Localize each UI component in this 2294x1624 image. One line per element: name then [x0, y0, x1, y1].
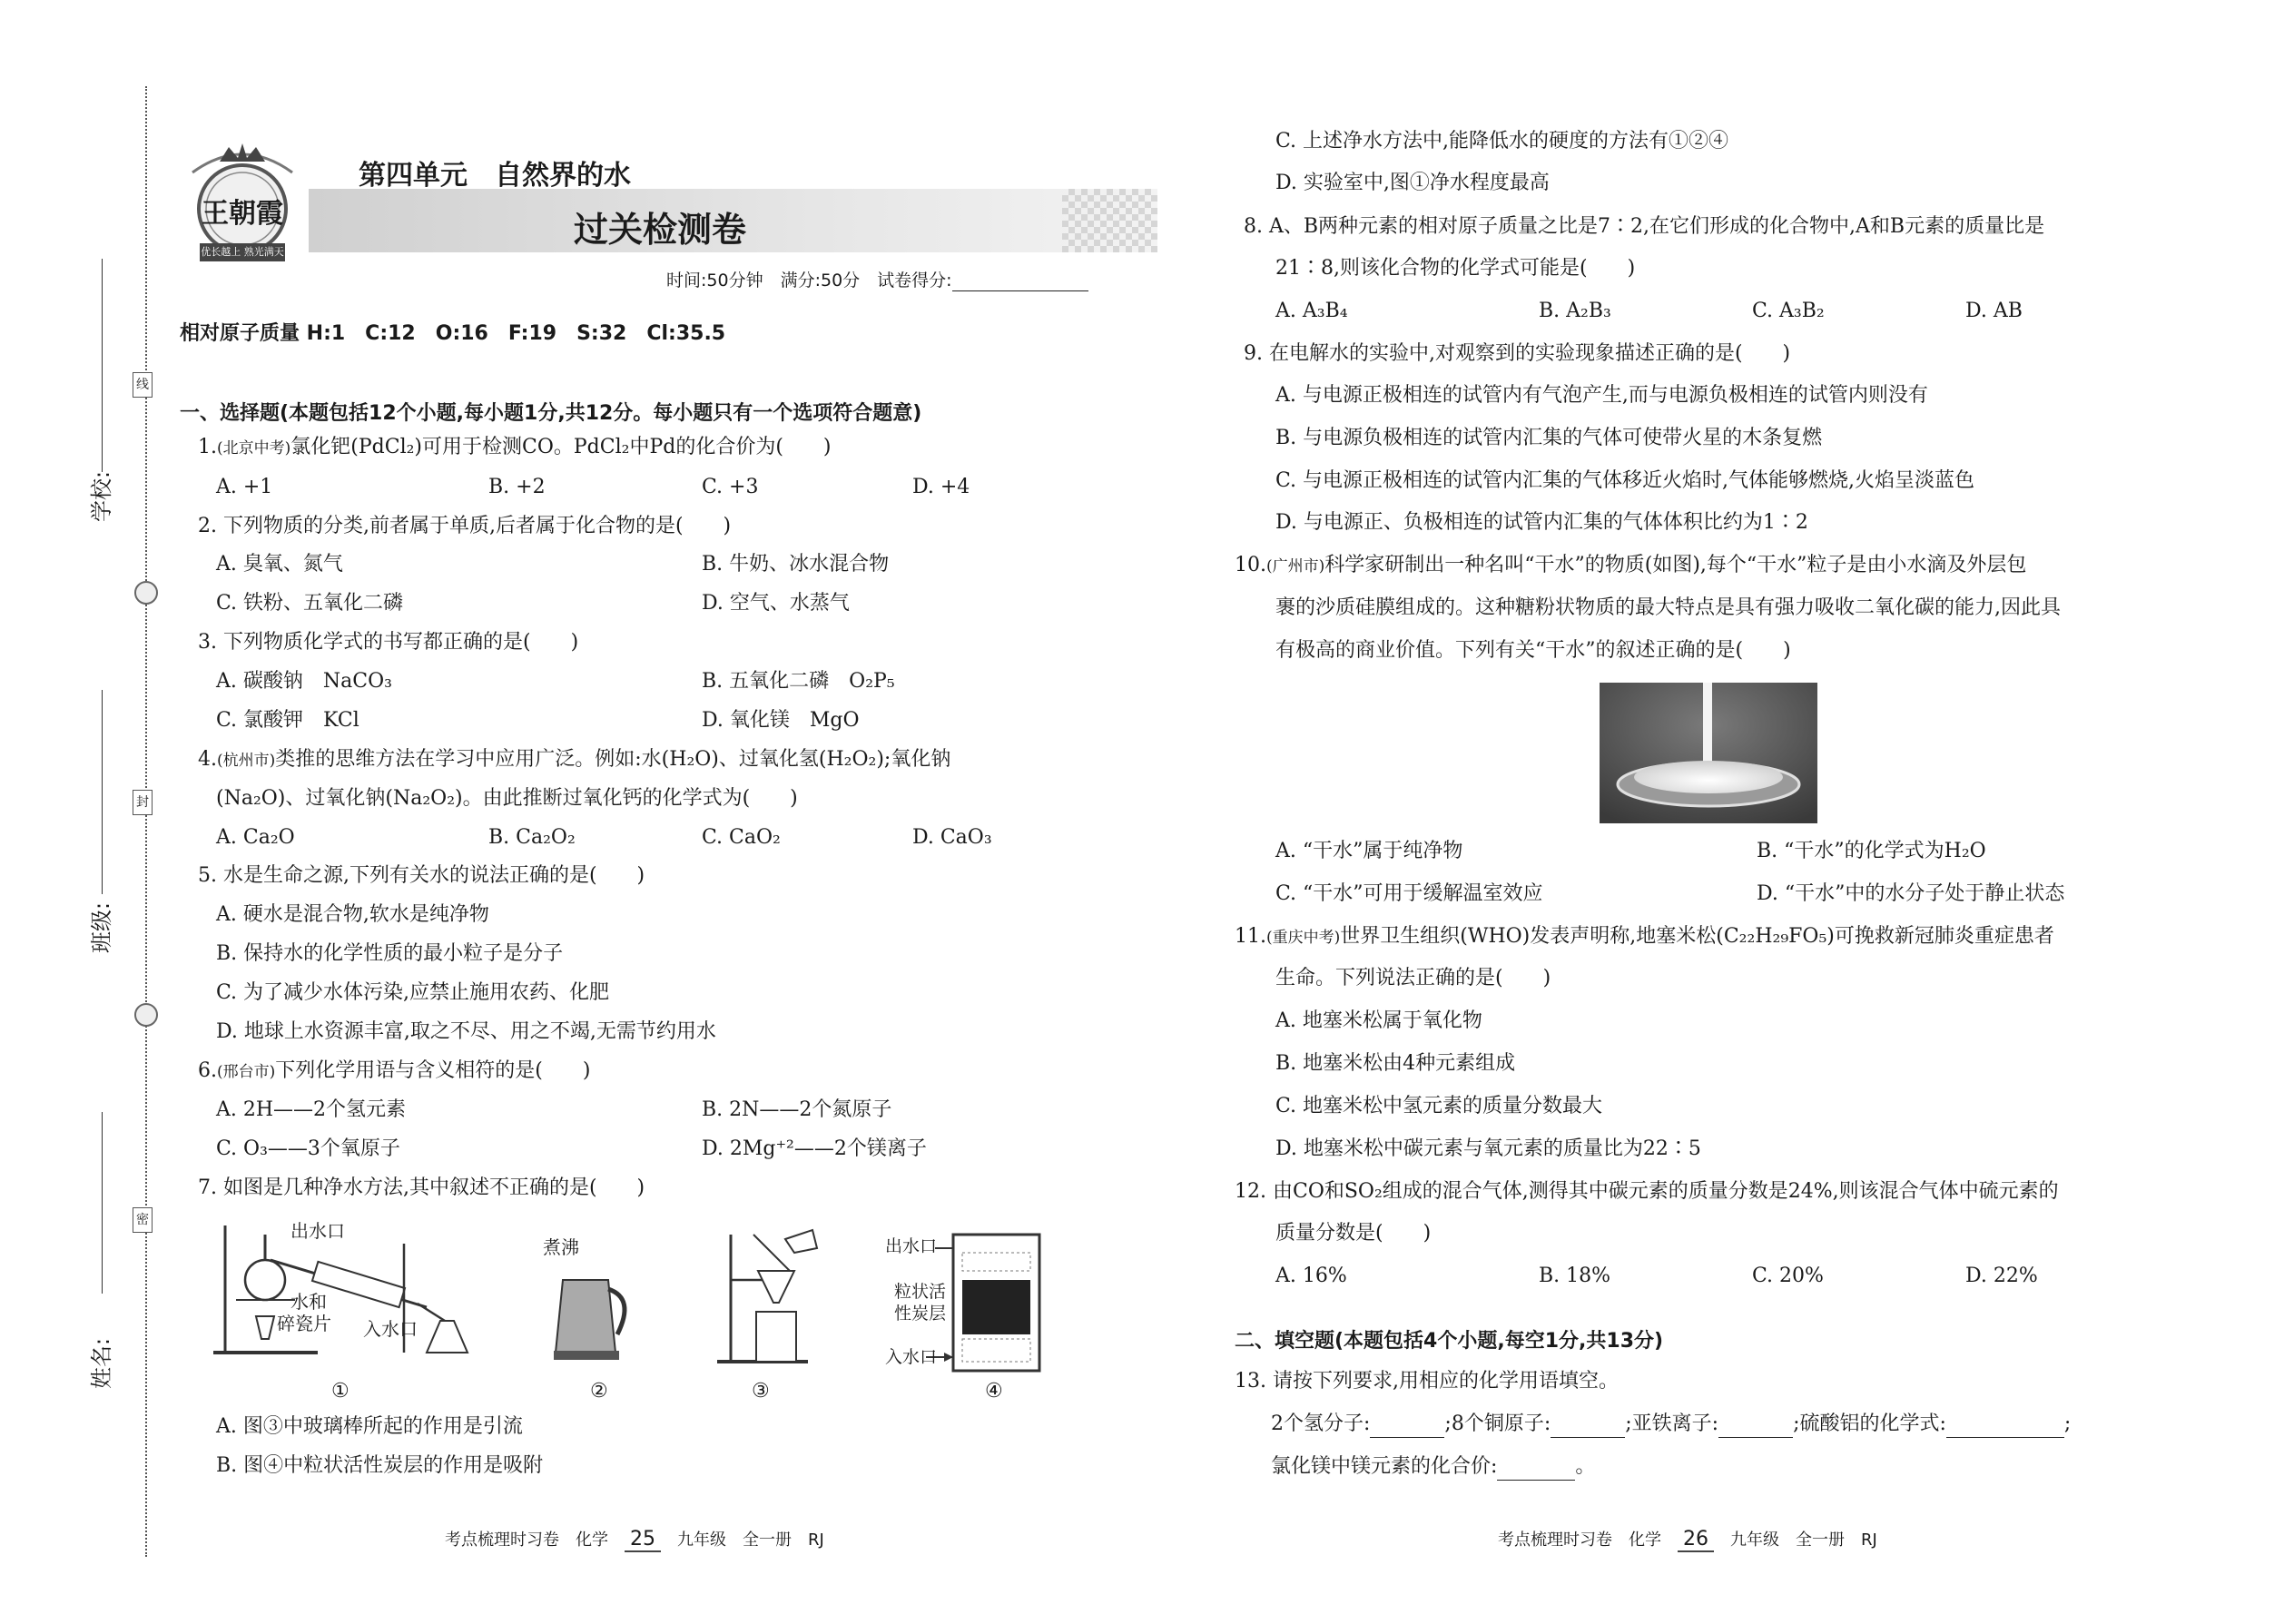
q1-option-b[interactable]: B. +2	[488, 476, 546, 498]
q3-stem: 3. 下列物质化学式的书写都正确的是( )	[198, 631, 579, 654]
q13-blank-valence[interactable]	[1497, 1454, 1575, 1481]
q10-stem-line1: 10.(广州市)科学家研制出一种名叫“干水”的物质(如图),每个“干水”粒子是由小水滴及外层包	[1235, 554, 2027, 576]
section-2-heading: 二、填空题(本题包括4个小题,每空1分,共13分)	[1235, 1330, 1664, 1353]
q7-option-b[interactable]: B. 图④中粒状活性炭层的作用是吸附	[216, 1454, 544, 1477]
school-write-line[interactable]	[102, 259, 103, 472]
q4-stem-line2: (Na₂O)、过氧化钠(Na₂O₂)。由此推断过氧化钙的化学式为( )	[216, 787, 798, 810]
q10-option-a[interactable]: A. “干水”属于纯净物	[1275, 840, 1463, 862]
dry-water-photo	[1600, 683, 1817, 823]
q13-blank-ferrous[interactable]	[1718, 1412, 1793, 1438]
fig7-caption-2: ②	[590, 1380, 608, 1403]
fig7-label-water: 水和	[290, 1291, 327, 1313]
fig7-label-inlet4: 入水口	[885, 1347, 938, 1367]
q13-stem: 13. 请按下列要求,用相应的化学用语填空。	[1235, 1370, 1619, 1393]
q11-option-d[interactable]: D. 地塞米松中碳元素与氧元素的质量比为22∶5	[1275, 1137, 1701, 1160]
q4-option-b[interactable]: B. Ca₂O₂	[488, 826, 576, 849]
name-label: 姓名:	[89, 1337, 114, 1389]
logo-ribbon: 优长越上 熟光满天	[201, 246, 284, 258]
q5-stem: 5. 水是生命之源,下列有关水的说法正确的是( )	[198, 864, 645, 887]
fig7-caption-1: ①	[331, 1380, 350, 1403]
q9-option-d[interactable]: D. 与电源正、负极相连的试管内汇集的气体体积比约为1∶2	[1275, 511, 1808, 534]
q2-stem: 2. 下列物质的分类,前者属于单质,后者属于化合物的是( )	[198, 515, 732, 537]
q10-option-d[interactable]: D. “干水”中的水分子处于静止状态	[1757, 882, 2065, 905]
unit-title: 第四单元 自然界的水	[359, 160, 631, 192]
class-label: 班级:	[89, 901, 114, 953]
footer-right: 考点梳理时习卷 化学 26 九年级 全一册 RJ	[1498, 1528, 1877, 1550]
q11-stem-line1: 11.(重庆中考)世界卫生组织(WHO)发表声明称,地塞米松(C₂₂H₂₉FO₅)可挽救新冠肺炎重症患者	[1235, 925, 2054, 948]
q10-stem-line3: 有极高的商业价值。下列有关“干水”的叙述正确的是( )	[1275, 639, 1791, 662]
q11-option-c[interactable]: C. 地塞米松中氢元素的质量分数最大	[1275, 1095, 1603, 1117]
q7-option-a[interactable]: A. 图③中玻璃棒所起的作用是引流	[216, 1415, 523, 1438]
q9-option-a[interactable]: A. 与电源正极相连的试管内有气泡产生,而与电源负极相连的试管内则没有	[1275, 384, 1928, 407]
q13-line1: 2个氢分子: ;8个铜原子: ;亚铁离子: ;硫酸铝的化学式: ;	[1271, 1412, 2071, 1438]
binding-dotted-line	[145, 86, 147, 1557]
q12-stem-line2: 质量分数是( )	[1275, 1222, 1432, 1245]
q10-option-c[interactable]: C. “干水”可用于缓解温室效应	[1275, 882, 1543, 905]
q9-stem: 9. 在电解水的实验中,对观察到的实验现象描述正确的是( )	[1244, 342, 1791, 365]
q8-option-b[interactable]: B. A₂B₃	[1539, 300, 1611, 322]
banner-checker-pattern	[1062, 189, 1157, 252]
q10-stem-line2: 裹的沙质硅膜组成的。这种糖粉状物质的最大特点是具有强力吸收二氧化碳的能力,因此具	[1275, 596, 2061, 619]
binding-mark-line: 线	[133, 372, 153, 398]
binding-knot-icon	[134, 1003, 158, 1027]
q1-option-c[interactable]: C. +3	[702, 476, 759, 498]
q3-option-a[interactable]: A. 碳酸钠 NaCO₃	[216, 670, 392, 693]
q10-option-b[interactable]: B. “干水”的化学式为H₂O	[1757, 840, 1986, 862]
school-label: 学校:	[89, 470, 114, 522]
q12-stem-line1: 12. 由CO和SO₂组成的混合气体,测得其中碳元素的质量分数是24%,则该混合气体中硫元素的	[1235, 1180, 2059, 1203]
score-blank[interactable]	[952, 271, 1088, 291]
section-1-heading: 一、选择题(本题包括12个小题,每小题1分,共12分。每小题只有一个选项符合题意)	[180, 402, 922, 425]
binding-mark-seal: 封	[133, 790, 153, 815]
page-number-left: 25	[625, 1528, 661, 1552]
q12-option-c[interactable]: C. 20%	[1752, 1265, 1824, 1287]
q5-option-a[interactable]: A. 硬水是混合物,软水是纯净物	[216, 903, 489, 926]
test-title: 过关检测卷	[574, 210, 747, 250]
q6-stem: 6.(邢台市)下列化学用语与含义相符的是( )	[198, 1059, 591, 1082]
q4-stem-line1: 4.(杭州市)类推的思维方法在学习中应用广泛。例如:水(H₂O)、过氧化氢(H₂O₂);氧化钠	[198, 748, 951, 771]
q3-option-b[interactable]: B. 五氧化二磷 O₂P₅	[702, 670, 895, 693]
q6-option-a[interactable]: A. 2H——2个氢元素	[216, 1098, 407, 1121]
fig7-label-outlet: 出水口	[290, 1220, 345, 1242]
fig7-label-carbon2: 性炭层	[894, 1304, 947, 1324]
fig7-label-boil: 煮沸	[543, 1236, 579, 1258]
q8-option-c[interactable]: C. A₃B₂	[1752, 300, 1825, 322]
q8-option-a[interactable]: A. A₃B₄	[1275, 300, 1348, 322]
q5-option-b[interactable]: B. 保持水的化学性质的最小粒子是分子	[216, 942, 564, 965]
fig7-caption-3: ③	[752, 1380, 770, 1403]
q1-stem: 1.(北京中考)氯化钯(PdCl₂)可用于检测CO。PdCl₂中Pd的化合价为( )	[198, 436, 832, 458]
q4-option-a[interactable]: A. Ca₂O	[216, 826, 295, 849]
q12-option-a[interactable]: A. 16%	[1275, 1265, 1347, 1287]
binding-knot-icon	[134, 581, 158, 605]
q7-stem: 7. 如图是几种净水方法,其中叙述不正确的是( )	[198, 1176, 645, 1199]
q13-line2: 氯化镁中镁元素的化合价: 。	[1271, 1454, 1595, 1481]
dry-water-photo-icon	[1600, 683, 1817, 823]
atomic-masses: 相对原子质量 H:1 C:12 O:16 F:19 S:32 Cl:35.5	[180, 322, 726, 345]
q11-stem-line2: 生命。下列说法正确的是( )	[1275, 967, 1551, 989]
q9-option-c[interactable]: C. 与电源正极相连的试管内汇集的气体移近火焰时,气体能够燃烧,火焰呈淡蓝色	[1275, 469, 1975, 492]
q11-option-b[interactable]: B. 地塞米松由4种元素组成	[1275, 1052, 1516, 1075]
q1-option-a[interactable]: A. +1	[216, 476, 273, 498]
page-number-right: 26	[1678, 1528, 1714, 1552]
q8-option-d[interactable]: D. AB	[1965, 300, 2023, 322]
q13-blank-aluminum-sulfate[interactable]	[1946, 1412, 2064, 1438]
test-meta	[666, 267, 1088, 291]
class-write-line[interactable]	[102, 690, 103, 894]
fig7-label-outlet4: 出水口	[885, 1236, 938, 1256]
q2-option-a[interactable]: A. 臭氧、氮气	[216, 553, 343, 576]
q7-option-c[interactable]: C. 上述净水方法中,能降低水的硬度的方法有①②④	[1275, 130, 1729, 153]
q8-stem-line2: 21∶8,则该化合物的化学式可能是( )	[1275, 257, 1636, 280]
q7-figure	[209, 1216, 1080, 1416]
fig7-caption-4: ④	[985, 1380, 1003, 1403]
fig7-label-chips: 碎瓷片	[277, 1313, 331, 1334]
q3-option-c[interactable]: C. 氯酸钾 KCl	[216, 709, 359, 732]
q12-option-b[interactable]: B. 18%	[1539, 1265, 1611, 1287]
q4-option-c[interactable]: C. CaO₂	[702, 826, 781, 849]
footer-left: 考点梳理时习卷 化学 25 九年级 全一册 RJ	[445, 1528, 824, 1550]
q6-option-d[interactable]: D. 2Mg⁺²——2个镁离子	[702, 1137, 927, 1160]
test-meta-text: 时间:50分钟 满分:50分 试卷得分:	[666, 271, 952, 290]
q5-option-d[interactable]: D. 地球上水资源丰富,取之不尽、用之不竭,无需节约用水	[216, 1020, 716, 1043]
binding-mark-secret: 密	[133, 1207, 153, 1233]
fig7-label-carbon1: 粒状活	[894, 1282, 947, 1302]
q3-option-d[interactable]: D. 氧化镁 MgO	[702, 709, 860, 732]
q4-option-d[interactable]: D. CaO₃	[912, 826, 992, 849]
q6-option-c[interactable]: C. O₃——3个氧原子	[216, 1137, 400, 1160]
q12-option-d[interactable]: D. 22%	[1965, 1265, 2038, 1287]
q2-option-c[interactable]: C. 铁粉、五氧化二磷	[216, 592, 404, 615]
q11-option-a[interactable]: A. 地塞米松属于氧化物	[1275, 1009, 1482, 1032]
q2-option-d[interactable]: D. 空气、水蒸气	[702, 592, 850, 615]
brand-logo	[165, 136, 320, 272]
q6-option-b[interactable]: B. 2N——2个氮原子	[702, 1098, 892, 1121]
q9-option-b[interactable]: B. 与电源负极相连的试管内汇集的气体可使带火星的木条复燃	[1275, 427, 1823, 449]
q2-option-b[interactable]: B. 牛奶、冰水混合物	[702, 553, 890, 576]
q8-stem-line1: 8. A、B两种元素的相对原子质量之比是7∶2,在它们形成的化合物中,A和B元素的质量比是	[1244, 215, 2045, 238]
q7-option-d[interactable]: D. 实验室中,图①净水程度最高	[1275, 172, 1550, 194]
q5-option-c[interactable]: C. 为了减少水体污染,应禁止施用农药、化肥	[216, 981, 610, 1004]
fig7-label-inlet: 入水口	[363, 1318, 418, 1340]
logo-text: 王朝霞	[202, 198, 283, 230]
q13-blank-hydrogen[interactable]	[1370, 1412, 1444, 1438]
q1-option-d[interactable]: D. +4	[912, 476, 970, 498]
q13-blank-copper[interactable]	[1551, 1412, 1625, 1438]
name-write-line[interactable]	[102, 1112, 103, 1294]
